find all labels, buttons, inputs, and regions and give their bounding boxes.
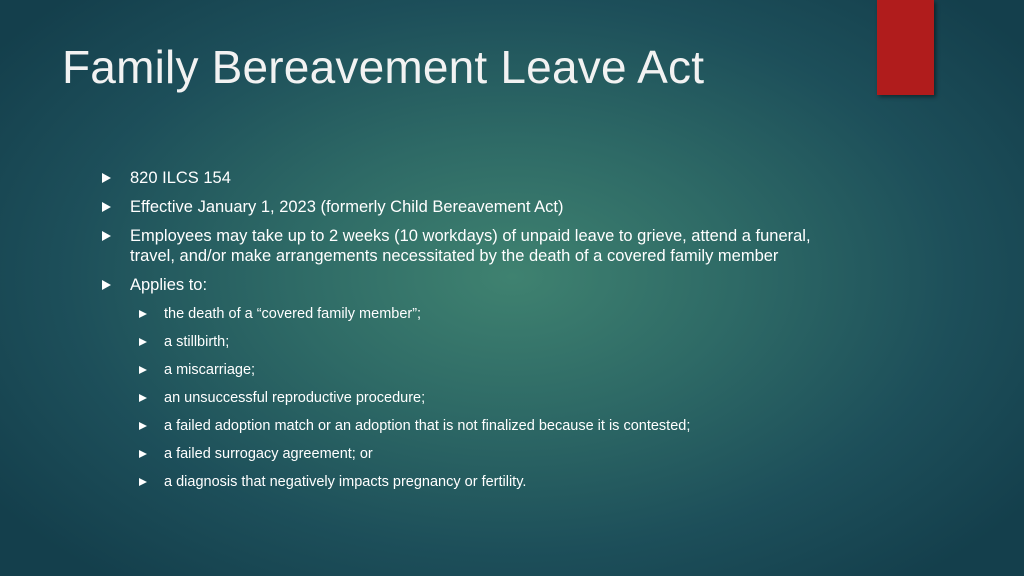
bullet-text: Applies to: [130, 276, 208, 294]
bullet-item [100, 168, 840, 188]
slide-title: Family Bereavement Leave Act [62, 41, 705, 93]
bullet-text: 820 ILCS 154 [130, 169, 231, 187]
triangle-bullet-icon [139, 338, 147, 346]
triangle-bullet-icon [102, 202, 111, 212]
sub-bullet-text: the death of a “covered family member”; [164, 306, 422, 322]
sub-bullet-text: a stillbirth; [164, 334, 230, 350]
sub-bullet-item [138, 361, 878, 379]
sub-bullet-item [138, 473, 878, 491]
triangle-bullet-icon [139, 310, 147, 318]
sub-bullet-text: a miscarriage; [164, 362, 256, 378]
bullet-text: Employees may take up to 2 weeks (10 workdays) of unpaid leave to grieve, attend a funeral, travel, and/or make arrangements necessitated by the death of a covered family member [130, 227, 811, 265]
triangle-bullet-icon [102, 280, 111, 290]
bullet-text: Effective January 1, 2023 (formerly Child Bereavement Act) [130, 198, 564, 216]
triangle-bullet-icon [139, 450, 147, 458]
triangle-bullet-icon [139, 478, 147, 486]
triangle-bullet-icon [139, 422, 147, 430]
sub-bullet-text: a diagnosis that negatively impacts pregnancy or fertility. [164, 474, 527, 490]
sub-bullet-text: a failed adoption match or an adoption that is not finalized because it is contested; [164, 418, 691, 434]
sub-bullet-list [138, 305, 878, 491]
triangle-bullet-icon [139, 394, 147, 402]
accent-bar [877, 0, 934, 95]
bullet-item [100, 226, 840, 266]
bullet-item [100, 197, 840, 217]
bullet-list [100, 168, 840, 501]
sub-bullet-text: a failed surrogacy agreement; or [164, 446, 373, 462]
sub-bullet-item [138, 445, 878, 463]
sub-bullet-item [138, 417, 878, 435]
sub-bullet-item [138, 389, 878, 407]
triangle-bullet-icon [102, 231, 111, 241]
sub-bullet-item [138, 305, 878, 323]
sub-bullet-item [138, 333, 878, 351]
triangle-bullet-icon [139, 366, 147, 374]
bullet-item [100, 275, 840, 295]
sub-bullet-text: an unsuccessful reproductive procedure; [164, 390, 426, 406]
triangle-bullet-icon [102, 173, 111, 183]
